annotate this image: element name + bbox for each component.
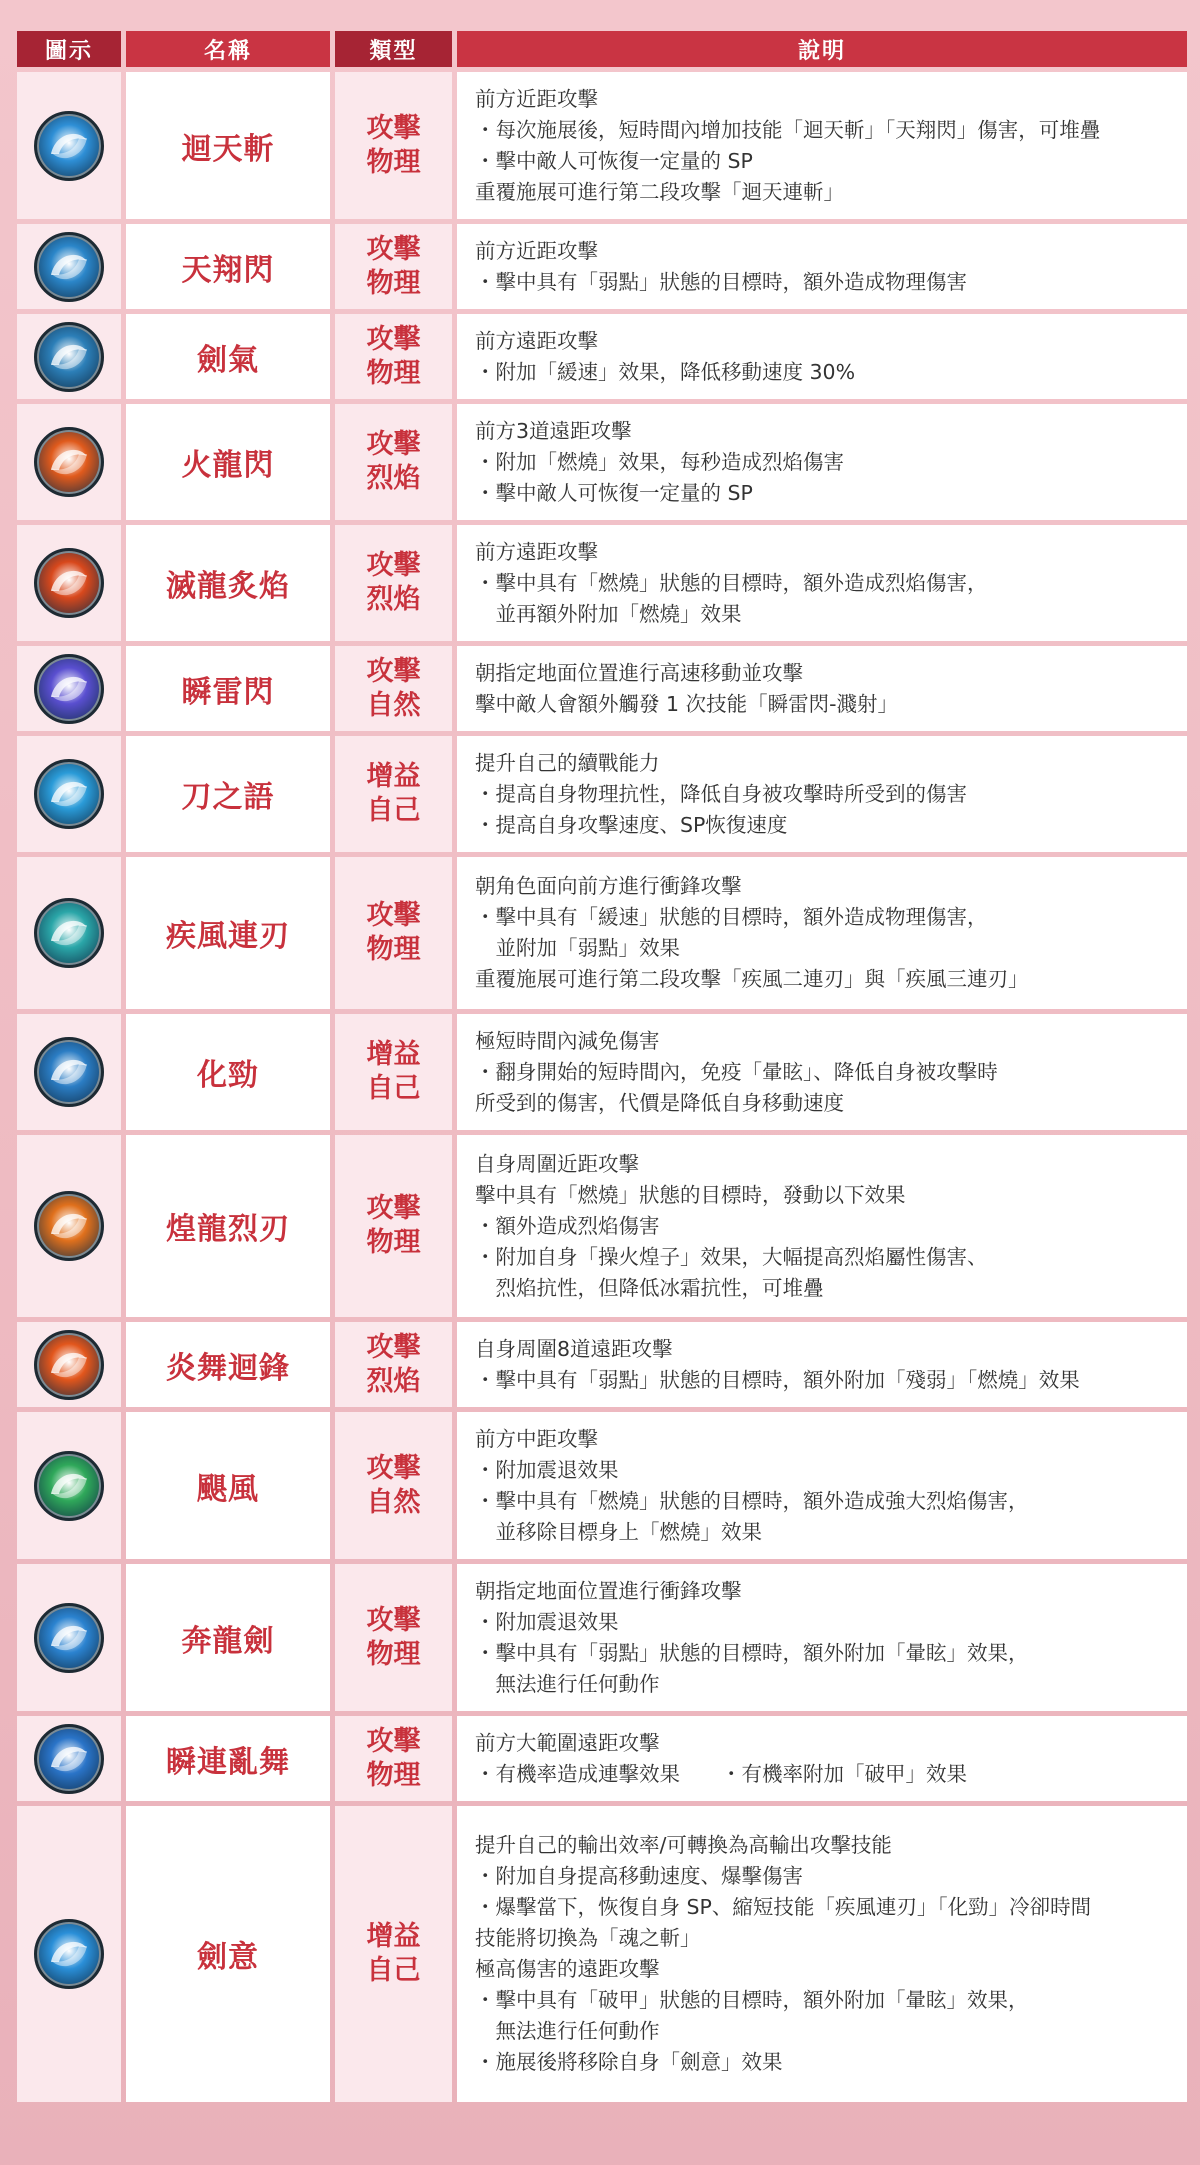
skill-type-line: 攻擊: [366, 1331, 421, 1363]
header-type: 類型: [335, 31, 452, 67]
skill-type-line: 攻擊: [366, 550, 421, 581]
description-line: 極短時間內減免傷害: [475, 1028, 660, 1053]
skill-type-line: 攻擊: [366, 112, 421, 144]
icon-cell: [17, 1564, 121, 1711]
table-row: [17, 72, 1187, 219]
flame-vortex-icon: [34, 1330, 104, 1400]
description-line: ・擊中具有「燃燒」狀態的目標時，額外造成烈焰傷害，: [475, 570, 988, 595]
skill-type-line: 物理: [366, 1227, 421, 1258]
table-row: [17, 1564, 1187, 1711]
description-line: 並再額外附加「燃燒」效果: [475, 601, 742, 626]
table-row: [17, 1014, 1187, 1130]
skill-type-line: 物理: [366, 267, 421, 299]
icon-cell: [17, 72, 121, 219]
description-line: 自身周圍8道遠距攻擊: [475, 1336, 673, 1361]
skill-type-line: 自己: [366, 1073, 421, 1104]
lightning-dash-icon: [34, 654, 104, 724]
skill-type-line: 烈焰: [366, 584, 421, 615]
header-name: 名稱: [126, 31, 330, 67]
table-row: [17, 1135, 1187, 1317]
icon-cell: [17, 224, 121, 309]
skill-type-line: 攻擊: [366, 1604, 421, 1636]
skill-name: 火龍閃: [126, 404, 330, 520]
skill-description: [457, 736, 1187, 852]
table-header-row: [17, 31, 1187, 67]
skill-type-line: 增益: [366, 1921, 421, 1952]
description-line: ・附加自身提高移動速度、爆擊傷害: [475, 1864, 803, 1888]
icon-cell: [17, 857, 121, 1009]
skill-name: 奔龍劍: [126, 1564, 330, 1711]
skill-description: [457, 224, 1187, 309]
skill-type: [335, 1564, 452, 1711]
description-line: 提升自己的續戰能力: [475, 750, 660, 775]
skill-name: 煌龍烈刃: [126, 1135, 330, 1317]
skill-type-line: 物理: [366, 357, 421, 389]
description-line: 並移除目標身上「燃燒」效果: [475, 1519, 762, 1544]
description-line: ・額外造成烈焰傷害: [475, 1213, 660, 1238]
description-line: 擊中敵人會額外觸發 1 次技能「瞬雷閃-濺射」: [475, 691, 898, 716]
description-line: ・擊中敵人可恢復一定量的 SP: [475, 148, 753, 173]
blade-wind-icon: [34, 322, 104, 392]
description-line: ・翻身開始的短時間內，免疫「暈眩」、降低自身被攻擊時: [475, 1059, 998, 1084]
description-line: ・擊中具有「弱點」狀態的目標時，額外造成物理傷害: [475, 269, 967, 294]
description-line: 前方中距攻擊: [475, 1426, 598, 1451]
skill-name: 化勁: [126, 1014, 330, 1130]
icon-cell: [17, 736, 121, 852]
blazing-blade-icon: [34, 1191, 104, 1261]
description-line: 並附加「弱點」效果: [475, 936, 680, 960]
description-line: 無法進行任何動作: [475, 2019, 660, 2043]
skill-description: [457, 1014, 1187, 1130]
skill-type-line: 攻擊: [366, 429, 421, 460]
table-row: [17, 1806, 1187, 2102]
skill-name: 瞬連亂舞: [126, 1716, 330, 1801]
skill-type: [335, 404, 452, 520]
description-line: 擊中具有「燃燒」狀態的目標時，發動以下效果: [475, 1182, 906, 1207]
skill-type-line: 攻擊: [366, 1452, 421, 1484]
skill-description: [457, 1716, 1187, 1801]
description-line: 前方大範圍遠距攻擊: [475, 1730, 660, 1755]
dragon-sword-icon: [34, 1603, 104, 1673]
header-desc: 說明: [457, 31, 1187, 67]
skill-name: 瞬雷閃: [126, 646, 330, 731]
skill-name: 刀之語: [126, 736, 330, 852]
skill-type-line: 攻擊: [366, 1193, 421, 1224]
description-line: 所受到的傷害，代價是降低自身移動速度: [475, 1090, 844, 1115]
skill-type: [335, 1014, 452, 1130]
skill-type: [335, 224, 452, 309]
skill-type-line: 烈焰: [366, 463, 421, 494]
icon-cell: [17, 646, 121, 731]
description-line: 前方近距攻擊: [475, 238, 598, 263]
skill-type: [335, 72, 452, 219]
description-line: ・爆擊當下，恢復自身 SP、縮短技能「疾風連刃」「化勁」冷卻時間: [475, 1895, 1092, 1919]
skill-type-line: 增益: [366, 1039, 421, 1070]
table-row: [17, 736, 1187, 852]
description-line: ・提高自身物理抗性，降低自身被攻擊時所受到的傷害: [475, 781, 967, 806]
description-line: 朝角色面向前方進行衝鋒攻擊: [475, 874, 742, 898]
skill-name: 天翔閃: [126, 224, 330, 309]
skill-type-line: 攻擊: [366, 1725, 421, 1757]
skill-description: [457, 1322, 1187, 1407]
skill-type-line: 物理: [366, 1759, 421, 1791]
table-row: [17, 1322, 1187, 1407]
description-line: 自身周圍近距攻擊: [475, 1151, 639, 1176]
skill-type-line: 物理: [366, 1638, 421, 1670]
skill-name: 劍意: [126, 1806, 330, 2102]
icon-cell: [17, 1322, 121, 1407]
skill-type: [335, 857, 452, 1009]
skill-type: [335, 525, 452, 641]
skill-type-line: 攻擊: [366, 323, 421, 355]
skill-type: [335, 314, 452, 399]
description-line: 極高傷害的遠距攻擊: [475, 1957, 660, 1981]
skill-description: [457, 72, 1187, 219]
skill-type: [335, 1135, 452, 1317]
description-line: ・附加「燃燒」效果，每秒造成烈焰傷害: [475, 449, 844, 474]
fire-dragon-icon: [34, 427, 104, 497]
skill-description: [457, 1564, 1187, 1711]
skill-description: [457, 1135, 1187, 1317]
table-row: [17, 1716, 1187, 1801]
table-row: [17, 224, 1187, 309]
skill-type-line: 自己: [366, 1955, 421, 1986]
description-line: ・擊中具有「破甲」狀態的目標時，額外附加「暈眩」效果，: [475, 1988, 1029, 2012]
table-row: [17, 314, 1187, 399]
skill-type-line: 攻擊: [366, 655, 421, 687]
skill-description: [457, 857, 1187, 1009]
description-line: ・附加震退效果: [475, 1609, 619, 1634]
description-line: 朝指定地面位置進行衝鋒攻擊: [475, 1578, 742, 1603]
icon-cell: [17, 1014, 121, 1130]
skill-type: [335, 646, 452, 731]
skill-type-line: 自然: [366, 689, 421, 721]
flame-burst-icon: [34, 548, 104, 618]
skill-type: [335, 1412, 452, 1559]
skill-type-line: 物理: [366, 934, 421, 965]
description-line: ・有機率造成連擊效果 ・有機率附加「破甲」效果: [475, 1761, 967, 1786]
skill-name: 滅龍炙焰: [126, 525, 330, 641]
skill-name: 迴天斬: [126, 72, 330, 219]
table-row: [17, 525, 1187, 641]
description-line: ・提高自身攻擊速度、SP恢復速度: [475, 812, 788, 837]
sword-figure-blue-icon: [34, 232, 104, 302]
icon-cell: [17, 314, 121, 399]
description-line: ・附加「緩速」效果，降低移動速度 30%: [475, 359, 856, 384]
table-row: [17, 857, 1187, 1009]
description-line: 前方遠距攻擊: [475, 328, 598, 353]
description-line: 重覆施展可進行第二段攻擊「疾風二連刃」與「疾風三連刃」: [475, 967, 1029, 991]
skill-description: [457, 1412, 1187, 1559]
description-line: 烈焰抗性，但降低冰霜抗性，可堆疊: [475, 1275, 824, 1300]
description-line: 前方遠距攻擊: [475, 539, 598, 564]
icon-cell: [17, 1806, 121, 2102]
description-line: 朝指定地面位置進行高速移動並攻擊: [475, 660, 803, 685]
description-line: ・擊中具有「燃燒」狀態的目標時，額外造成強大烈焰傷害，: [475, 1488, 1029, 1513]
skill-table: [12, 26, 1192, 2107]
skill-type-line: 攻擊: [366, 900, 421, 931]
skill-type-line: 自然: [366, 1486, 421, 1518]
description-line: 前方近距攻擊: [475, 86, 598, 111]
skill-type: [335, 1716, 452, 1801]
skill-type: [335, 1806, 452, 2102]
skill-name: 颶風: [126, 1412, 330, 1559]
table-row: [17, 1412, 1187, 1559]
description-line: 技能將切換為「魂之斬」: [475, 1926, 701, 1950]
table-row: [17, 646, 1187, 731]
gale-blade-icon: [34, 898, 104, 968]
skill-description: [457, 525, 1187, 641]
table-row: [17, 404, 1187, 520]
skill-type: [335, 1322, 452, 1407]
icon-cell: [17, 404, 121, 520]
description-line: ・擊中具有「緩速」狀態的目標時，額外造成物理傷害，: [475, 905, 988, 929]
skill-type: [335, 736, 452, 852]
skill-type-line: 物理: [366, 146, 421, 178]
description-line: ・附加震退效果: [475, 1457, 619, 1482]
description-line: ・擊中敵人可恢復一定量的 SP: [475, 480, 753, 505]
skill-name: 疾風連刃: [126, 857, 330, 1009]
green-whirlwind-icon: [34, 1451, 104, 1521]
icon-cell: [17, 525, 121, 641]
skill-table-wrapper: [12, 26, 1187, 2107]
swirl-blue-icon: [34, 111, 104, 181]
sword-intent-icon: [34, 1919, 104, 1989]
skill-type-line: 攻擊: [366, 233, 421, 265]
description-line: ・附加自身「操火煌子」效果，大幅提高烈焰屬性傷害、: [475, 1244, 988, 1269]
evade-figure-icon: [34, 1037, 104, 1107]
skill-description: [457, 404, 1187, 520]
description-line: 重覆施展可進行第二段攻擊「迴天連斬」: [475, 179, 844, 204]
description-line: 提升自己的輸出效率/可轉換為高輸出攻擊技能: [475, 1833, 892, 1857]
header-icon: 圖示: [17, 31, 121, 67]
description-line: ・擊中具有「弱點」狀態的目標時，額外附加「暈眩」效果，: [475, 1640, 1029, 1665]
skill-name: 炎舞迴鋒: [126, 1322, 330, 1407]
skill-description: [457, 1806, 1187, 2102]
icon-cell: [17, 1716, 121, 1801]
description-line: ・每次施展後，短時間內增加技能「迴天斬」「天翔閃」傷害，可堆疊: [475, 117, 1101, 142]
dance-slash-icon: [34, 1724, 104, 1794]
skill-description: [457, 646, 1187, 731]
skill-type-line: 增益: [366, 761, 421, 792]
skill-description: [457, 314, 1187, 399]
description-line: 前方3道遠距攻擊: [475, 418, 632, 443]
icon-cell: [17, 1135, 121, 1317]
description-line: ・施展後將移除自身「劍意」效果: [475, 2050, 783, 2074]
icon-cell: [17, 1412, 121, 1559]
description-line: ・擊中具有「弱點」狀態的目標時，額外附加「殘弱」「燃燒」效果: [475, 1367, 1080, 1392]
blade-voice-icon: [34, 759, 104, 829]
description-line: 無法進行任何動作: [475, 1671, 660, 1696]
skill-type-line: 烈焰: [366, 1365, 421, 1397]
skill-name: 劍氣: [126, 314, 330, 399]
skill-type-line: 自己: [366, 795, 421, 826]
